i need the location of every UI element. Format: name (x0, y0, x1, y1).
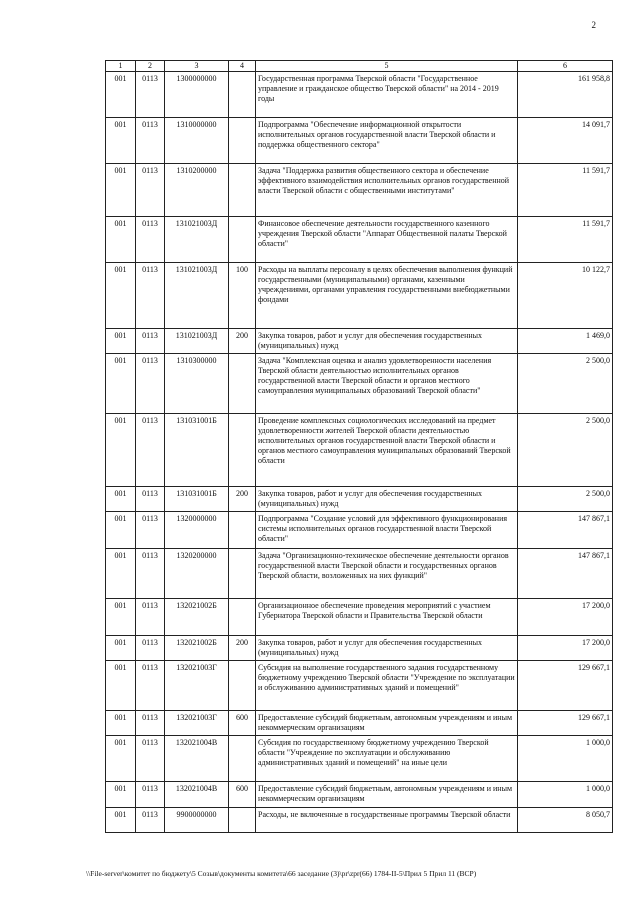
table-cell-c6: 17 200,0 (518, 636, 613, 661)
table-cell-c1: 001 (106, 118, 136, 164)
table-cell-c3: 1320000000 (165, 512, 229, 549)
table-cell-c6: 2 500,0 (518, 487, 613, 512)
table-cell-c2: 0113 (136, 414, 165, 487)
column-header: 4 (229, 61, 256, 72)
table-row (106, 808, 613, 833)
table-cell-c1: 001 (106, 599, 136, 636)
table-cell-c3: 132021003Г (165, 711, 229, 736)
table-row (106, 118, 613, 164)
page-number: 2 (591, 20, 596, 30)
table-cell-c2: 0113 (136, 636, 165, 661)
table-cell-c1: 001 (106, 782, 136, 808)
column-header: 2 (136, 61, 165, 72)
table-cell-c5: Предоставление субсидий бюджетным, автономным учреждениям и иным некоммерческим организациям (256, 711, 518, 736)
table-row (106, 599, 613, 636)
table-row (106, 736, 613, 782)
table-cell-c5: Задача "Поддержка развития общественного сектора и обеспечение эффективного взаимодействия исполнительных органов государственной власти Тверской области с общественными институтами" (256, 164, 518, 217)
table-cell-c3: 131031001Б (165, 487, 229, 512)
table-cell-c2: 0113 (136, 354, 165, 414)
table-cell-c5: Закупка товаров, работ и услуг для обеспечения государственных (муниципальных) нужд (256, 487, 518, 512)
table-cell-c5: Задача "Организационно-техническое обеспечение деятельности органов государственной власти Тверской области и государственных органов Тверской области, возложенных на них функций" (256, 549, 518, 599)
table-cell-c2: 0113 (136, 661, 165, 711)
table-cell-c5: Финансовое обеспечение деятельности государственного казенного учреждения Тверской области "Аппарат Общественной палаты Тверской области" (256, 217, 518, 263)
table-cell-c5: Организационное обеспечение проведения мероприятий с участием Губернатора Тверской области и Правительства Тверской области (256, 599, 518, 636)
table-cell-c2: 0113 (136, 487, 165, 512)
table-cell-c3: 131021003Д (165, 217, 229, 263)
column-header: 3 (165, 61, 229, 72)
table-cell-c5: Субсидия на выполнение государственного задания государственному бюджетному учреждению Тверской области "Учреждение по эксплуатации и обслуживанию административных зданий и помещений" (256, 661, 518, 711)
table-row (106, 549, 613, 599)
table-cell-c3: 1300000000 (165, 72, 229, 118)
table-cell-c6: 129 667,1 (518, 711, 613, 736)
table-cell-c6: 1 469,0 (518, 329, 613, 354)
table-cell-c2: 0113 (136, 599, 165, 636)
table-cell-c2: 0113 (136, 549, 165, 599)
table-row (106, 782, 613, 808)
file-path-footer: \\File-server\комитет по бюджету\5 Созыв\документы комитета\66 заседание (3)\pr\zpr(66) 1784-II-5\Прил 5 Прил 11 (ВСР) (86, 869, 477, 878)
table-cell-c2: 0113 (136, 782, 165, 808)
table-cell-c3: 9900000000 (165, 808, 229, 833)
table-cell-c2: 0113 (136, 118, 165, 164)
table-cell-c1: 001 (106, 487, 136, 512)
table-cell-c2: 0113 (136, 217, 165, 263)
table-cell-c1: 001 (106, 512, 136, 549)
table-cell-c1: 001 (106, 549, 136, 599)
column-header: 6 (518, 61, 613, 72)
table-cell-c6: 17 200,0 (518, 599, 613, 636)
table-cell-c1: 001 (106, 414, 136, 487)
table-cell-c5: Задача "Комплексная оценка и анализ удовлетворенности населения Тверской области деятельностью исполнительных органов государственной власти Тверской области и органов местного самоуправления муниципальных образований Тверской области" (256, 354, 518, 414)
table-cell-c1: 001 (106, 164, 136, 217)
budget-table (105, 60, 613, 833)
table-cell-c3: 132021002Б (165, 599, 229, 636)
table-cell-c6: 11 591,7 (518, 164, 613, 217)
table-cell-c6: 2 500,0 (518, 414, 613, 487)
table-cell-c6: 147 867,1 (518, 512, 613, 549)
table-row (106, 217, 613, 263)
table-cell-c5: Субсидия по государственному бюджетному учреждению Тверской области "Учреждение по эксплуатации и обслуживанию административных зданий и помещений" на иные цели (256, 736, 518, 782)
table-cell-c6: 147 867,1 (518, 549, 613, 599)
table-cell-c1: 001 (106, 217, 136, 263)
table-cell-c4 (229, 354, 256, 414)
table-row (106, 72, 613, 118)
table-row (106, 512, 613, 549)
table-cell-c6: 11 591,7 (518, 217, 613, 263)
table-cell-c3: 132021004В (165, 782, 229, 808)
table-cell-c1: 001 (106, 354, 136, 414)
table-cell-c1: 001 (106, 808, 136, 833)
table-cell-c4: 200 (229, 636, 256, 661)
table-cell-c6: 1 000,0 (518, 782, 613, 808)
table-cell-c4: 200 (229, 487, 256, 512)
table-cell-c3: 131021003Д (165, 263, 229, 329)
table-row (106, 414, 613, 487)
table-cell-c6: 14 091,7 (518, 118, 613, 164)
table-cell-c5: Закупка товаров, работ и услуг для обеспечения государственных (муниципальных) нужд (256, 636, 518, 661)
table-header-row (106, 61, 613, 72)
table-cell-c1: 001 (106, 661, 136, 711)
table-cell-c4: 100 (229, 263, 256, 329)
table-cell-c6: 8 050,7 (518, 808, 613, 833)
table-cell-c6: 10 122,7 (518, 263, 613, 329)
column-header: 1 (106, 61, 136, 72)
table-cell-c2: 0113 (136, 329, 165, 354)
table-cell-c6: 129 667,1 (518, 661, 613, 711)
table-cell-c3: 1310300000 (165, 354, 229, 414)
table-cell-c3: 1310200000 (165, 164, 229, 217)
table-cell-c6: 1 000,0 (518, 736, 613, 782)
table-cell-c5: Расходы, не включенные в государственные программы Тверской области (256, 808, 518, 833)
table-row (106, 354, 613, 414)
table-cell-c1: 001 (106, 329, 136, 354)
table-cell-c4: 600 (229, 782, 256, 808)
table-cell-c4 (229, 164, 256, 217)
table-row (106, 661, 613, 711)
table-cell-c2: 0113 (136, 263, 165, 329)
table-cell-c4 (229, 414, 256, 487)
table-cell-c3: 131031001Б (165, 414, 229, 487)
table-cell-c5: Закупка товаров, работ и услуг для обеспечения государственных (муниципальных) нужд (256, 329, 518, 354)
table-cell-c4 (229, 217, 256, 263)
table-cell-c4: 200 (229, 329, 256, 354)
table-cell-c4 (229, 118, 256, 164)
table-cell-c4 (229, 549, 256, 599)
table-cell-c4 (229, 661, 256, 711)
table-cell-c2: 0113 (136, 711, 165, 736)
table-row (106, 487, 613, 512)
table-row (106, 164, 613, 217)
table-cell-c1: 001 (106, 263, 136, 329)
table-cell-c6: 161 958,8 (518, 72, 613, 118)
table-cell-c1: 001 (106, 72, 136, 118)
table-cell-c1: 001 (106, 736, 136, 782)
table-cell-c4 (229, 808, 256, 833)
table-cell-c3: 1310000000 (165, 118, 229, 164)
table-cell-c3: 131021003Д (165, 329, 229, 354)
table-cell-c5: Проведение комплексных социологических исследований на предмет удовлетворенности жителей Тверской области деятельностью исполнительных органов государственной власти Тверской области и органов местного самоуправления муниципальных образований Тверской области (256, 414, 518, 487)
table-cell-c5: Подпрограмма "Создание условий для эффективного функционирования системы исполнительных органов государственной власти Тверской области" (256, 512, 518, 549)
table-cell-c4 (229, 736, 256, 782)
table-cell-c6: 2 500,0 (518, 354, 613, 414)
table-cell-c2: 0113 (136, 736, 165, 782)
table-cell-c5: Предоставление субсидий бюджетным, автономным учреждениям и иным некоммерческим организациям (256, 782, 518, 808)
table-row (106, 711, 613, 736)
table-cell-c4 (229, 599, 256, 636)
table-row (106, 329, 613, 354)
table-cell-c5: Подпрограмма "Обеспечение информационной открытости исполнительных органов государственной власти Тверской области и поддержка общественного сектора" (256, 118, 518, 164)
table-cell-c2: 0113 (136, 512, 165, 549)
table-row (106, 636, 613, 661)
table-cell-c5: Расходы на выплаты персоналу в целях обеспечения выполнения функций государственными (муниципальными) органами, казенными учреждениями, органами управления государственными внебюджетными фондами (256, 263, 518, 329)
table-cell-c2: 0113 (136, 808, 165, 833)
table-cell-c5: Государственная программа Тверской области "Государственное управление и гражданское общество Тверской области" на 2014 - 2019 годы (256, 72, 518, 118)
table-cell-c4 (229, 72, 256, 118)
table-cell-c2: 0113 (136, 72, 165, 118)
column-header: 5 (256, 61, 518, 72)
table-cell-c4: 600 (229, 711, 256, 736)
table-row (106, 263, 613, 329)
table-cell-c3: 132021003Г (165, 661, 229, 711)
table-cell-c3: 132021004В (165, 736, 229, 782)
table-cell-c1: 001 (106, 636, 136, 661)
table-cell-c1: 001 (106, 711, 136, 736)
table-cell-c3: 132021002Б (165, 636, 229, 661)
table-cell-c4 (229, 512, 256, 549)
table-cell-c3: 1320200000 (165, 549, 229, 599)
table-cell-c2: 0113 (136, 164, 165, 217)
